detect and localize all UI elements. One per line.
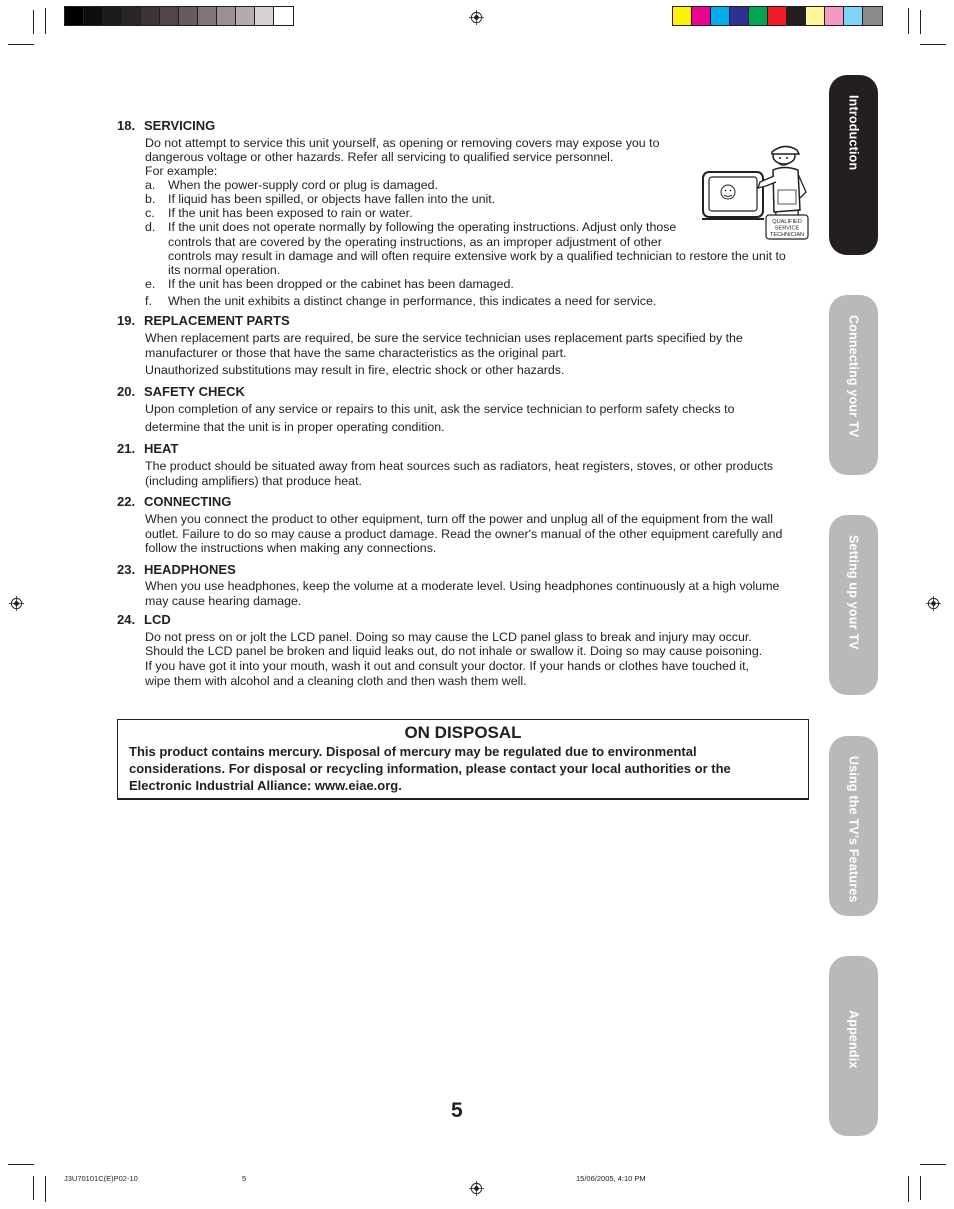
section-number: 20. (117, 384, 136, 399)
color-swatch (179, 7, 198, 25)
crop-mark (33, 10, 34, 34)
tab-appendix[interactable] (829, 956, 878, 1136)
process-color-bar (672, 6, 883, 26)
color-swatch (217, 7, 236, 25)
paragraph-line: The product should be situated away from heat sources such as radiators, heat registers, stoves, or other products (145, 459, 774, 473)
paragraph-line: follow the instructions when making any connections. (145, 541, 437, 555)
section-heading-headphones (117, 562, 236, 577)
footer-file-name: J3U70101C(E)P02-10 (64, 1174, 138, 1183)
registration-mark-icon (469, 10, 484, 25)
badge-line: SERVICE (774, 225, 800, 232)
list-item (145, 220, 677, 235)
paragraph-line: Upon completion of any service or repairs to this unit, ask the service technician to perform safety checks to (145, 402, 735, 416)
crop-mark (920, 1164, 946, 1165)
list-marker: b. (145, 192, 156, 206)
color-swatch (787, 7, 806, 25)
disposal-notice-box (117, 719, 809, 800)
section-number: 18. (117, 118, 136, 133)
list-item (145, 277, 514, 292)
crop-mark (908, 8, 909, 34)
section-title: HEAT (144, 441, 179, 456)
disposal-text-line: This product contains mercury. Disposal of mercury may be regulated due to environmental (129, 744, 697, 759)
paragraph-line: If you have got it into your mouth, wash it out and consult your doctor. If your hands or clothes have touched it, (145, 659, 750, 673)
section-title: HEADPHONES (144, 562, 236, 577)
section-heading-connecting (117, 494, 231, 509)
section-title: REPLACEMENT PARTS (144, 313, 290, 328)
tab-label: Introduction (846, 95, 861, 171)
list-marker: a. (145, 178, 156, 192)
color-swatch (768, 7, 787, 25)
section-heading-replacement-parts (117, 313, 290, 328)
paragraph-line: When you connect the product to other equipment, turn off the power and unplug all of the equipment from the wall (145, 512, 773, 526)
crop-mark (920, 10, 921, 34)
paragraph-line: (including amplifiers) that produce heat. (145, 474, 362, 488)
color-swatch (730, 7, 749, 25)
tab-label: Appendix (846, 1010, 861, 1069)
list-text: controls may result in damage and will often require extensive work by a qualified technician to restore the unit to (168, 249, 786, 263)
list-item (145, 294, 657, 309)
tab-label: Setting up your TV (846, 535, 861, 650)
badge-line: TECHNICIAN (769, 232, 805, 238)
section-title: CONNECTING (144, 494, 232, 509)
list-text: its normal operation. (168, 263, 281, 277)
color-swatch (103, 7, 122, 25)
color-swatch (198, 7, 217, 25)
disposal-title: ON DISPOSAL (404, 723, 522, 742)
tab-setting-up-your-tv[interactable] (829, 515, 878, 695)
paragraph-line: manufacturer or those that have the same characteristics as the original part. (145, 346, 567, 360)
color-swatch (806, 7, 825, 25)
list-text: controls that are covered by the operating instructions, as an improper adjustment of other (168, 235, 662, 249)
list-text: If the unit has been dropped or the cabinet has been damaged. (168, 277, 514, 291)
section-heading-heat (117, 441, 178, 456)
page-number: 5 (451, 1099, 463, 1122)
tab-label: Using the TV’s Features (846, 756, 861, 903)
color-swatch (749, 7, 768, 25)
list-text: When the power-supply cord or plug is damaged. (168, 178, 438, 192)
crop-mark (45, 8, 46, 34)
color-swatch (122, 7, 141, 25)
crop-mark (920, 1176, 921, 1200)
disposal-text-line: Electronic Industrial Alliance: www.eiae.org. (129, 778, 402, 793)
tab-connecting-your-tv[interactable] (829, 295, 878, 475)
list-text: When the unit exhibits a distinct change in performance, this indicates a need for service. (168, 294, 657, 308)
footer-datetime: 15/06/2005, 4:10 PM (576, 1174, 646, 1183)
paragraph-line: determine that the unit is in proper operating condition. (145, 420, 445, 434)
color-swatch (711, 7, 730, 25)
registration-mark-icon (9, 596, 24, 611)
crop-mark (45, 1176, 46, 1202)
paragraph-line: When replacement parts are required, be sure the service technician uses replacement parts specified by the (145, 331, 743, 345)
crop-mark (920, 44, 946, 45)
section-title: SERVICING (144, 118, 216, 133)
paragraph-line: Do not press on or jolt the LCD panel. Doing so may cause the LCD panel glass to break and injury may occur. (145, 630, 752, 644)
paragraph-line: wipe them with alcohol and a cleaning cloth and then wash them well. (145, 674, 527, 688)
crop-mark (33, 1176, 34, 1200)
color-swatch (863, 7, 882, 25)
section-title: SAFETY CHECK (144, 384, 245, 399)
list-item (145, 178, 438, 193)
section-heading-lcd (117, 612, 171, 627)
crop-mark (908, 1176, 909, 1202)
color-swatch (825, 7, 844, 25)
paragraph-line: Unauthorized substitutions may result in fire, electric shock or other hazards. (145, 363, 565, 377)
list-marker: c. (145, 206, 155, 220)
footer-page: 5 (242, 1174, 247, 1183)
paragraph-line: outlet. Failure to do so may cause a product damage. Read the owner's manual of the other equipment carefully and (145, 527, 783, 541)
paragraph-line: For example: (145, 164, 218, 178)
section-title: LCD (144, 612, 171, 627)
color-swatch (255, 7, 274, 25)
list-text: If the unit does not operate normally by following the operating instructions. Adjust only those (168, 220, 677, 234)
color-swatch (141, 7, 160, 25)
technician-illustration (700, 140, 812, 242)
list-marker: e. (145, 277, 156, 291)
color-swatch (160, 7, 179, 25)
list-marker: d. (145, 220, 156, 234)
crop-mark (8, 1164, 34, 1165)
color-swatch (274, 7, 293, 25)
paragraph-line: dangerous voltage or other hazards. Refer all servicing to qualified service personnel. (145, 150, 614, 164)
color-swatch (673, 7, 692, 25)
color-swatch (844, 7, 863, 25)
registration-mark-icon (469, 1181, 484, 1196)
list-marker: f. (145, 294, 152, 308)
tab-introduction[interactable] (829, 75, 878, 255)
section-number: 24. (117, 612, 136, 627)
color-swatch (84, 7, 103, 25)
section-number: 23. (117, 562, 136, 577)
paragraph-line: Should the LCD panel be broken and liquid leaks out, do not inhale or swallow it. Doing so may cause poisoning. (145, 644, 763, 658)
section-number: 19. (117, 313, 136, 328)
section-heading-servicing (117, 118, 215, 133)
list-text: If liquid has been spilled, or objects have fallen into the unit. (168, 192, 496, 206)
registration-mark-icon (926, 596, 941, 611)
badge-line: QUALIFIED (772, 219, 802, 225)
tab-using-the-tvs-features[interactable] (829, 736, 878, 916)
tab-label: Connecting your TV (846, 315, 861, 438)
disposal-text-line: considerations. For disposal or recycling information, please contact your local authorities or the (129, 761, 731, 776)
list-text: If the unit has been exposed to rain or water. (168, 206, 413, 220)
section-heading-safety-check (117, 384, 245, 399)
paragraph-line: may cause hearing damage. (145, 594, 302, 608)
color-swatch (65, 7, 84, 25)
color-swatch (692, 7, 711, 25)
list-item (145, 192, 496, 207)
grayscale-color-bar (64, 6, 294, 26)
paragraph-line: Do not attempt to service this unit yourself, as opening or removing covers may expose you to (145, 136, 660, 150)
section-number: 21. (117, 441, 136, 456)
crop-mark (8, 44, 34, 45)
section-number: 22. (117, 494, 136, 509)
color-swatch (236, 7, 255, 25)
paragraph-line: When you use headphones, keep the volume at a moderate level. Using headphones continuously at a high volume (145, 579, 780, 593)
list-item (145, 206, 413, 221)
